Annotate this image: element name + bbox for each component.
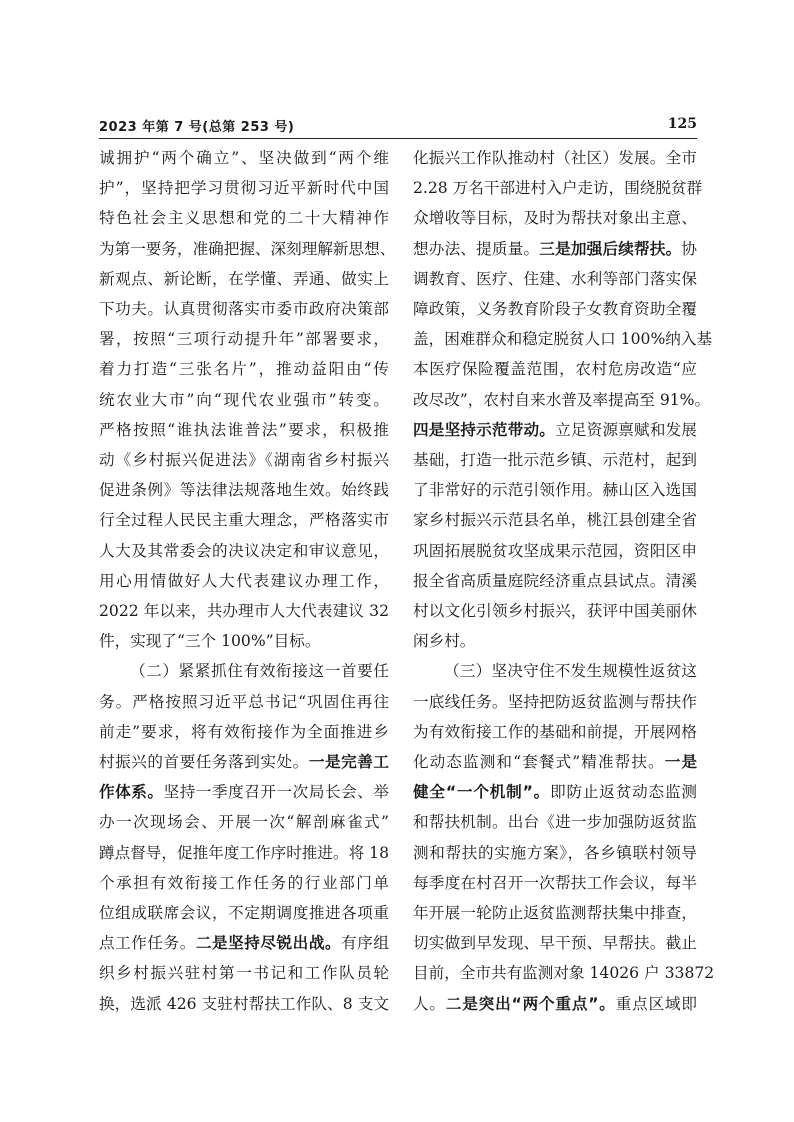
left-column <box>99 143 396 1019</box>
text-line <box>99 717 389 747</box>
text-line <box>413 626 697 656</box>
text-line <box>413 656 697 686</box>
section-heading: 务。 <box>99 692 133 711</box>
body-text: 护”，坚持把学习贯彻习近平新时代中国 <box>99 179 389 198</box>
text-line <box>413 898 697 928</box>
body-text: 每季度在村召开一次帮扶工作会议，每半 <box>413 873 697 892</box>
body-text: 新观点、新论断，在学懂、弄通、做实上 <box>99 269 389 288</box>
text-line <box>413 294 697 324</box>
body-text: 为第一要务，准确把握、深刻理解新思想、 <box>99 239 396 258</box>
body-text: 特色社会主义思想和党的二十大精神作 <box>99 209 389 228</box>
body-text: 点工作任务。 <box>99 934 196 953</box>
text-line <box>413 989 697 1019</box>
body-text: 切实做到早发现、早干预、早帮扶。截止 <box>413 934 697 953</box>
body-text: 坚持一季度召开一次局长会、举 <box>163 783 389 802</box>
body-text: 家乡村振兴示范县名单，桃江县创建全省 <box>413 511 697 530</box>
body-text: 年开展一轮防止返贫监测帮扶集中排查， <box>413 904 697 923</box>
text-line <box>99 898 389 928</box>
body-text: 村以文化引领乡村振兴，获评中国美丽休 <box>413 602 697 621</box>
body-text: 严格按照习近平总书记“巩固住再往 <box>132 692 389 711</box>
body-text: 行全过程人民民主重大理念，严格落实市 <box>99 511 389 530</box>
body-text: 人大及其常委会的决议决定和审议意见， <box>99 541 389 560</box>
body-text: 个承担有效衔接工作任务的行业部门单 <box>99 873 389 892</box>
text-line <box>99 385 389 415</box>
body-text: 闲乡村。 <box>413 632 476 651</box>
body-text: 促进条例》等法律法规落地生效。始终践 <box>99 481 389 500</box>
text-line <box>99 777 389 807</box>
bold-lead: 三是加强后续帮扶。 <box>539 239 682 258</box>
body-text: 协 <box>681 239 697 258</box>
text-line <box>413 777 697 807</box>
text-line <box>99 536 389 566</box>
text-line <box>99 566 389 596</box>
body-text: 位组成联席会议，不定期调度推进各项重 <box>99 904 389 923</box>
body-text: 测和帮扶的实施方案》，各乡镇联村领导 <box>413 843 697 862</box>
body-text: 和帮扶机制。出台《进一步加强防返贫监 <box>413 813 697 832</box>
body-text: 2.28 万名干部进村入户走访，围绕脱贫群 <box>413 179 703 198</box>
body-text: 了非常好的示范引领作用。赫山区入选国 <box>413 481 697 500</box>
text-line <box>99 928 389 958</box>
text-line <box>99 868 389 898</box>
text-line <box>99 294 389 324</box>
text-line <box>413 566 697 596</box>
body-text: 用心用情做好人大代表建议办理工作， <box>99 571 389 590</box>
text-line <box>413 475 697 505</box>
text-line <box>413 173 703 203</box>
body-text: 即防止返贫动态监测 <box>550 783 697 802</box>
text-line <box>413 958 715 988</box>
body-text: 目前，全市共有监测对象 14026 户 33872 <box>413 964 715 983</box>
text-line <box>413 354 697 384</box>
body-text: 众增收等目标，及时为帮扶对象出主意、 <box>413 209 697 228</box>
text-line <box>413 415 697 445</box>
issue-label: 2023 年第 7 号(总第 253 号) <box>99 120 295 135</box>
body-text: 件，实现了“三个 100%”目标。 <box>99 632 321 651</box>
section-heading: 一底线任务。 <box>413 692 508 711</box>
body-text: 严格按照“谁执法谁普法”要求，积极推 <box>99 420 389 439</box>
body-text: 立足资源禀赋和发展 <box>555 420 697 439</box>
text-line <box>99 838 389 868</box>
body-text: 村振兴的首要任务落到实处。 <box>99 753 309 772</box>
text-line <box>413 143 697 173</box>
text-line <box>99 958 389 988</box>
text-line <box>413 385 711 415</box>
body-text: 2022 年以来，共办理市人大代表建议 32 <box>99 602 389 621</box>
body-text: 署，按照“三项行动提升年”部署要求， <box>99 330 389 349</box>
text-line <box>413 445 697 475</box>
text-line <box>99 415 389 445</box>
section-heading: （三）坚决守住不发生规模性返贫这 <box>444 662 697 681</box>
body-text: 动《乡村振兴促进法》《湖南省乡村振兴 <box>99 451 389 470</box>
text-line <box>99 203 389 233</box>
running-header <box>99 116 697 139</box>
bold-lead: 一是完善工 <box>308 753 389 772</box>
bold-lead: 二是坚持尽锐出战。 <box>195 934 342 953</box>
text-line <box>413 868 697 898</box>
body-text: 坚持把防返贫监测与帮扶作 <box>507 692 697 711</box>
body-text: 着力打造“三张名片”，推动益阳由“传 <box>99 360 389 379</box>
text-line <box>99 807 389 837</box>
page-number: 125 <box>667 116 697 132</box>
text-line <box>413 717 697 747</box>
text-line <box>99 626 389 656</box>
body-text: 人。 <box>413 994 446 1013</box>
text-line <box>99 596 389 626</box>
bold-lead: 作体系。 <box>99 783 164 802</box>
text-line <box>413 264 697 294</box>
text-line <box>413 505 697 535</box>
body-text: 基础，打造一批示范乡镇、示范村，起到 <box>413 451 697 470</box>
text-line <box>99 264 389 294</box>
bold-lead: 四是坚持示范带动。 <box>413 420 556 439</box>
body-text: 改尽改”，农村自来水普及率提高至 91%。 <box>413 390 711 409</box>
body-text: 前走”要求，将有效衔接作为全面推进乡 <box>99 722 389 741</box>
body-text: 诚拥护“两个确立”、坚决做到“两个维 <box>99 149 389 167</box>
text-line <box>99 143 389 173</box>
text-line <box>413 203 697 233</box>
text-line <box>413 838 697 868</box>
body-text: 换，选派 426 支驻村帮扶工作队、8 支文 <box>99 994 389 1013</box>
text-line <box>413 324 713 354</box>
text-line <box>413 807 697 837</box>
body-text: 想办法、提质量。 <box>413 239 540 258</box>
body-text: 有序组 <box>341 934 389 953</box>
text-line <box>99 989 389 1019</box>
body-text: 调教育、医疗、住建、水利等部门落实保 <box>413 269 697 288</box>
body-text: 巩固拓展脱贫攻坚成果示范园，资阳区申 <box>413 541 697 560</box>
text-line <box>413 536 697 566</box>
body-text: 统农业大市”向“现代农业强市”转变。 <box>99 390 389 409</box>
body-text: 障政策，义务教育阶段子女教育资助全覆 <box>413 300 697 319</box>
body-text: 织乡村振兴驻村第一书记和工作队员轮 <box>99 964 389 983</box>
text-line <box>99 324 389 354</box>
text-line <box>99 505 389 535</box>
section-heading: （二）紧紧抓住有效衔接这一首要任 <box>130 662 389 681</box>
text-line <box>413 596 697 626</box>
text-line <box>99 687 389 717</box>
body-text: 办一次现场会、开展一次“解剖麻雀式” <box>99 813 389 832</box>
body-text: 化动态监测和“套餐式”精准帮扶。 <box>413 753 665 772</box>
body-text: 为有效衔接工作的基础和前提，开展网格 <box>413 722 697 741</box>
text-line <box>99 656 389 686</box>
bold-lead: 健全“一个机制”。 <box>413 783 551 802</box>
text-line <box>413 747 697 777</box>
bold-lead: 二是突出“两个重点”。 <box>445 994 616 1013</box>
text-line <box>99 234 396 264</box>
text-line <box>99 354 389 384</box>
text-line <box>413 234 697 264</box>
body-text: 化振兴工作队推动村（社区）发展。全市 <box>413 149 697 167</box>
text-line <box>99 173 389 203</box>
body-text: 蹲点督导，促推年度工作序时推进。将 18 <box>99 843 389 862</box>
body-text: 重点区域即 <box>615 994 697 1013</box>
text-line <box>413 687 697 717</box>
body-text: 盖，困难群众和稳定脱贫人口 100%纳入基 <box>413 330 713 349</box>
body-text: 下功夫。认真贯彻落实市委市政府决策部 <box>99 300 389 319</box>
text-line <box>99 445 389 475</box>
text-line <box>99 475 389 505</box>
body-text: 报全省高质量庭院经济重点县试点。清溪 <box>413 571 697 590</box>
text-line <box>99 747 389 777</box>
body-text: 本医疗保险覆盖范围，农村危房改造“应 <box>413 360 697 379</box>
right-column <box>413 143 715 1019</box>
bold-lead: 一是 <box>664 753 697 772</box>
text-line <box>413 928 697 958</box>
